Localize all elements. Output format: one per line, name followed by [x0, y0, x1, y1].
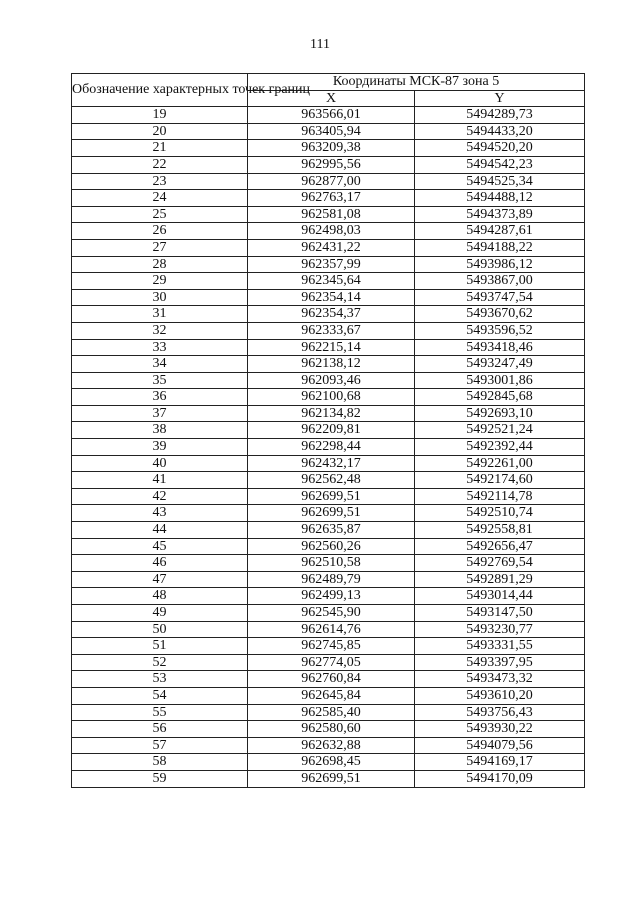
- point-cell: 52: [72, 654, 248, 671]
- coordinates-table: [71, 73, 585, 788]
- x-column-header: X: [248, 90, 415, 107]
- y-cell: 5494433,20: [415, 123, 585, 140]
- point-cell: 39: [72, 439, 248, 456]
- point-cell: 42: [72, 488, 248, 505]
- page-number: 111: [310, 37, 330, 52]
- x-cell: 962698,45: [248, 754, 415, 771]
- table-row: [72, 488, 585, 505]
- y-cell: 5494169,17: [415, 754, 585, 771]
- y-cell: 5493397,95: [415, 654, 585, 671]
- point-cell: 54: [72, 687, 248, 704]
- y-column-header: Y: [415, 90, 585, 107]
- point-cell: 55: [72, 704, 248, 721]
- x-cell: 962510,58: [248, 555, 415, 572]
- point-cell: 27: [72, 239, 248, 256]
- table-row: [72, 422, 585, 439]
- table-row: [72, 571, 585, 588]
- point-cell: 19: [72, 107, 248, 124]
- x-cell: 962699,51: [248, 770, 415, 787]
- x-cell: 962357,99: [248, 256, 415, 273]
- point-cell: 26: [72, 223, 248, 240]
- table-body: [72, 107, 585, 787]
- x-cell: 962580,60: [248, 721, 415, 738]
- x-cell: 962100,68: [248, 389, 415, 406]
- point-cell: 53: [72, 671, 248, 688]
- x-cell: 963566,01: [248, 107, 415, 124]
- point-cell: 57: [72, 737, 248, 754]
- x-cell: 962499,13: [248, 588, 415, 605]
- table-row: [72, 439, 585, 456]
- y-cell: 5493596,52: [415, 322, 585, 339]
- y-cell: 5493756,43: [415, 704, 585, 721]
- x-cell: 962635,87: [248, 522, 415, 539]
- x-cell: 962298,44: [248, 439, 415, 456]
- y-cell: 5492769,54: [415, 555, 585, 572]
- point-cell: 47: [72, 571, 248, 588]
- point-cell: 34: [72, 356, 248, 373]
- x-cell: 962562,48: [248, 472, 415, 489]
- x-cell: 962134,82: [248, 405, 415, 422]
- y-cell: 5492521,24: [415, 422, 585, 439]
- y-cell: 5494520,20: [415, 140, 585, 157]
- y-cell: 5493230,77: [415, 621, 585, 638]
- x-cell: 962632,88: [248, 737, 415, 754]
- table-row: [72, 721, 585, 738]
- point-cell: 59: [72, 770, 248, 787]
- y-cell: 5494542,23: [415, 156, 585, 173]
- table-row: [72, 621, 585, 638]
- y-cell: 5493670,62: [415, 306, 585, 323]
- point-column-header: Обозначение характерных точек границ: [72, 74, 248, 107]
- point-cell: 45: [72, 538, 248, 555]
- x-cell: 962560,26: [248, 538, 415, 555]
- y-cell: 5493418,46: [415, 339, 585, 356]
- y-cell: 5492392,44: [415, 439, 585, 456]
- x-cell: 962489,79: [248, 571, 415, 588]
- point-cell: 50: [72, 621, 248, 638]
- point-cell: 22: [72, 156, 248, 173]
- point-cell: 28: [72, 256, 248, 273]
- x-cell: 962877,00: [248, 173, 415, 190]
- point-cell: 46: [72, 555, 248, 572]
- table-row: [72, 522, 585, 539]
- table-row: [72, 671, 585, 688]
- point-cell: 24: [72, 190, 248, 207]
- x-cell: 962774,05: [248, 654, 415, 671]
- table-row: [72, 372, 585, 389]
- y-cell: 5492693,10: [415, 405, 585, 422]
- table-row: [72, 123, 585, 140]
- x-cell: 962354,37: [248, 306, 415, 323]
- y-cell: 5494525,34: [415, 173, 585, 190]
- table-row: [72, 588, 585, 605]
- y-cell: 5492656,47: [415, 538, 585, 555]
- y-cell: 5492510,74: [415, 505, 585, 522]
- table-row: [72, 389, 585, 406]
- x-cell: 962431,22: [248, 239, 415, 256]
- x-cell: 962645,84: [248, 687, 415, 704]
- point-cell: 41: [72, 472, 248, 489]
- table-row: [72, 555, 585, 572]
- coordinates-column-header: Координаты МСК-87 зона 5: [248, 74, 585, 91]
- y-cell: 5493986,12: [415, 256, 585, 273]
- table-row: [72, 107, 585, 124]
- table-row: [72, 405, 585, 422]
- x-cell: 962215,14: [248, 339, 415, 356]
- y-cell: 5492558,81: [415, 522, 585, 539]
- x-cell: 962760,84: [248, 671, 415, 688]
- y-cell: 5493747,54: [415, 289, 585, 306]
- point-cell: 33: [72, 339, 248, 356]
- table-row: [72, 472, 585, 489]
- table-row: [72, 256, 585, 273]
- x-cell: 963405,94: [248, 123, 415, 140]
- y-cell: 5494373,89: [415, 206, 585, 223]
- point-cell: 32: [72, 322, 248, 339]
- x-cell: 962585,40: [248, 704, 415, 721]
- point-cell: 35: [72, 372, 248, 389]
- table-row: [72, 770, 585, 787]
- table-row: [72, 273, 585, 290]
- point-cell: 20: [72, 123, 248, 140]
- y-cell: 5493331,55: [415, 638, 585, 655]
- x-cell: 962745,85: [248, 638, 415, 655]
- table-row: [72, 455, 585, 472]
- x-cell: 962498,03: [248, 223, 415, 240]
- point-cell: 29: [72, 273, 248, 290]
- y-cell: 5493930,22: [415, 721, 585, 738]
- point-cell: 30: [72, 289, 248, 306]
- table-row: [72, 322, 585, 339]
- x-cell: 962699,51: [248, 505, 415, 522]
- point-cell: 21: [72, 140, 248, 157]
- y-cell: 5494188,22: [415, 239, 585, 256]
- x-cell: 962345,64: [248, 273, 415, 290]
- point-cell: 56: [72, 721, 248, 738]
- x-cell: 962333,67: [248, 322, 415, 339]
- table-row: [72, 605, 585, 622]
- table-row: [72, 339, 585, 356]
- x-cell: 962209,81: [248, 422, 415, 439]
- x-cell: 962545,90: [248, 605, 415, 622]
- y-cell: 5492261,00: [415, 455, 585, 472]
- table-row: [72, 289, 585, 306]
- point-cell: 43: [72, 505, 248, 522]
- point-cell: 37: [72, 405, 248, 422]
- y-cell: 5493610,20: [415, 687, 585, 704]
- x-cell: 962614,76: [248, 621, 415, 638]
- point-cell: 36: [72, 389, 248, 406]
- y-cell: 5493247,49: [415, 356, 585, 373]
- table-row: [72, 223, 585, 240]
- y-cell: 5493473,32: [415, 671, 585, 688]
- table-row: [72, 505, 585, 522]
- y-cell: 5493001,86: [415, 372, 585, 389]
- point-cell: 51: [72, 638, 248, 655]
- point-cell: 23: [72, 173, 248, 190]
- table-row: [72, 538, 585, 555]
- table-row: [72, 173, 585, 190]
- table-row: [72, 239, 585, 256]
- y-cell: 5494170,09: [415, 770, 585, 787]
- x-cell: 962138,12: [248, 356, 415, 373]
- point-cell: 58: [72, 754, 248, 771]
- y-cell: 5493014,44: [415, 588, 585, 605]
- y-cell: 5494079,56: [415, 737, 585, 754]
- x-cell: 962995,56: [248, 156, 415, 173]
- x-cell: 962581,08: [248, 206, 415, 223]
- y-cell: 5492891,29: [415, 571, 585, 588]
- point-cell: 48: [72, 588, 248, 605]
- x-cell: 962093,46: [248, 372, 415, 389]
- table-row: [72, 190, 585, 207]
- point-cell: 25: [72, 206, 248, 223]
- y-cell: 5492845,68: [415, 389, 585, 406]
- point-cell: 44: [72, 522, 248, 539]
- y-cell: 5494289,73: [415, 107, 585, 124]
- y-cell: 5494488,12: [415, 190, 585, 207]
- point-cell: 38: [72, 422, 248, 439]
- x-cell: 962699,51: [248, 488, 415, 505]
- y-cell: 5493867,00: [415, 273, 585, 290]
- table-row: [72, 754, 585, 771]
- y-cell: 5492174,60: [415, 472, 585, 489]
- table-header: [72, 74, 585, 107]
- x-cell: 962354,14: [248, 289, 415, 306]
- x-cell: 963209,38: [248, 140, 415, 157]
- y-cell: 5494287,61: [415, 223, 585, 240]
- table-row: [72, 306, 585, 323]
- point-cell: 40: [72, 455, 248, 472]
- table-row: [72, 638, 585, 655]
- point-cell: 31: [72, 306, 248, 323]
- table-row: [72, 654, 585, 671]
- x-cell: 962432,17: [248, 455, 415, 472]
- x-cell: 962763,17: [248, 190, 415, 207]
- table-row: [72, 687, 585, 704]
- table-row: [72, 704, 585, 721]
- y-cell: 5493147,50: [415, 605, 585, 622]
- table-row: [72, 737, 585, 754]
- table-row: [72, 140, 585, 157]
- table-row: [72, 206, 585, 223]
- table-row: [72, 156, 585, 173]
- y-cell: 5492114,78: [415, 488, 585, 505]
- point-cell: 49: [72, 605, 248, 622]
- table-row: [72, 356, 585, 373]
